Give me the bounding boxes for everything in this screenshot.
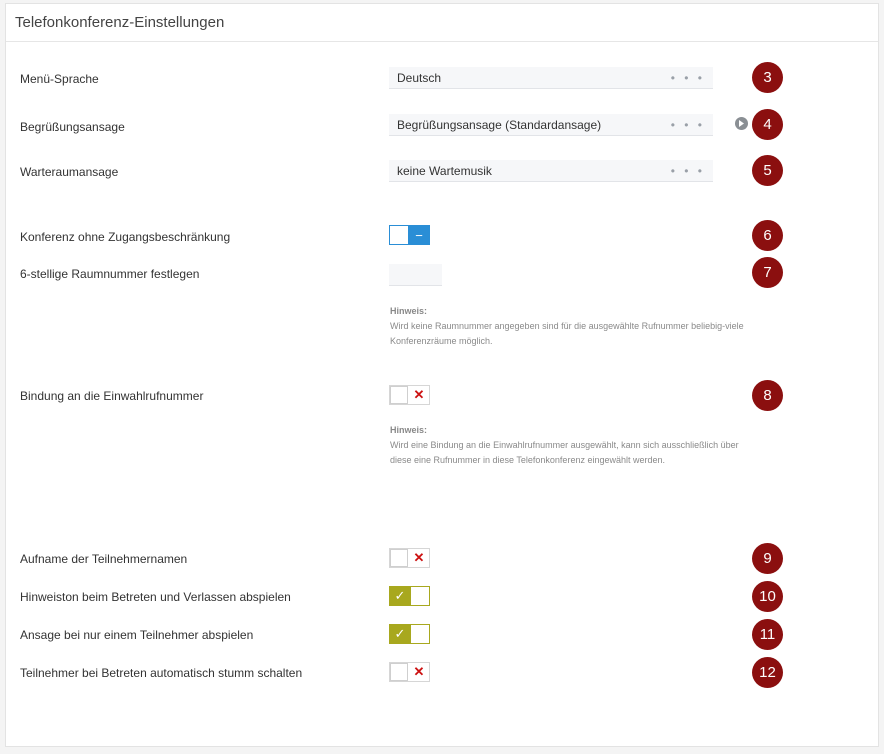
waiting-room-label: Warteraumansage — [20, 165, 119, 179]
auto-mute-label: Teilnehmer bei Betreten automatisch stumm schalten — [20, 666, 303, 680]
dialin-binding-label: Bindung an die Einwahlrufnummer — [20, 389, 204, 403]
callout-badge-4: 4 — [752, 109, 783, 140]
waiting-room-value: keine Wartemusik — [397, 164, 492, 178]
toggle-knob — [390, 226, 408, 244]
dialin-binding-hint — [390, 423, 750, 468]
page-title: Telefonkonferenz-Einstellungen — [15, 14, 225, 31]
menu-language-value: Deutsch — [397, 71, 442, 85]
panel-header — [6, 4, 878, 42]
no-access-restriction-toggle[interactable] — [389, 225, 430, 245]
no-access-restriction-label: Konferenz ohne Zugangsbeschränkung — [20, 230, 231, 244]
callout-badge-11: 11 — [752, 619, 783, 650]
join-leave-tone-toggle[interactable] — [389, 586, 430, 606]
close-icon: ✕ — [413, 387, 425, 402]
callout-badge-10: 10 — [752, 581, 783, 612]
callout-badge-7: 7 — [752, 257, 783, 288]
more-dots-icon[interactable]: • • • — [670, 71, 705, 85]
check-icon: ✓ — [394, 626, 406, 641]
record-names-toggle[interactable] — [389, 548, 430, 568]
close-icon: ✕ — [413, 664, 425, 679]
record-names-label: Aufname der Teilnehmernamen — [20, 552, 188, 566]
dialin-binding-toggle[interactable] — [389, 385, 430, 405]
callout-badge-8: 8 — [752, 380, 783, 411]
hint-title: Hinweis: — [390, 425, 428, 435]
room-number-label: 6-stellige Raumnummer festlegen — [20, 267, 200, 281]
play-icon[interactable] — [735, 117, 748, 130]
toggle-knob — [411, 625, 429, 643]
greeting-value: Begrüßungsansage (Standardansage) — [397, 118, 602, 132]
callout-badge-12: 12 — [752, 657, 783, 688]
check-icon: ✓ — [394, 588, 406, 603]
toggle-knob — [390, 549, 408, 567]
single-participant-toggle[interactable] — [389, 624, 430, 644]
auto-mute-toggle[interactable] — [389, 662, 430, 682]
more-dots-icon[interactable]: • • • — [670, 164, 705, 178]
greeting-select[interactable] — [389, 114, 713, 136]
menu-language-label: Menü-Sprache — [20, 72, 99, 86]
greeting-label: Begrüßungsansage — [20, 120, 125, 134]
more-dots-icon[interactable]: • • • — [670, 118, 705, 132]
minus-icon: − — [415, 227, 423, 243]
hint-text: Wird keine Raumnummer angegeben sind für die ausgewählte Rufnummer beliebig-viele Konferenzräume möglich. — [390, 321, 744, 346]
room-number-input[interactable] — [389, 264, 442, 286]
waiting-room-select[interactable] — [389, 160, 713, 182]
callout-badge-3: 3 — [752, 62, 783, 93]
toggle-knob — [390, 663, 408, 681]
toggle-knob — [411, 587, 429, 605]
settings-panel — [5, 3, 879, 747]
menu-language-select[interactable] — [389, 67, 713, 89]
hint-text: Wird eine Bindung an die Einwahlrufnummer ausgewählt, kann sich ausschließlich über diese eine Rufnummer in diese Telefonkonferenz eingewählt werden. — [390, 440, 739, 465]
hint-title: Hinweis: — [390, 306, 428, 316]
join-leave-tone-label: Hinweiston beim Betreten und Verlassen abspielen — [20, 590, 291, 604]
callout-badge-6: 6 — [752, 220, 783, 251]
callout-badge-9: 9 — [752, 543, 783, 574]
callout-badge-5: 5 — [752, 155, 783, 186]
single-participant-label: Ansage bei nur einem Teilnehmer abspielen — [20, 628, 254, 642]
room-number-hint — [390, 304, 750, 349]
close-icon: ✕ — [413, 550, 425, 565]
toggle-knob — [390, 386, 408, 404]
